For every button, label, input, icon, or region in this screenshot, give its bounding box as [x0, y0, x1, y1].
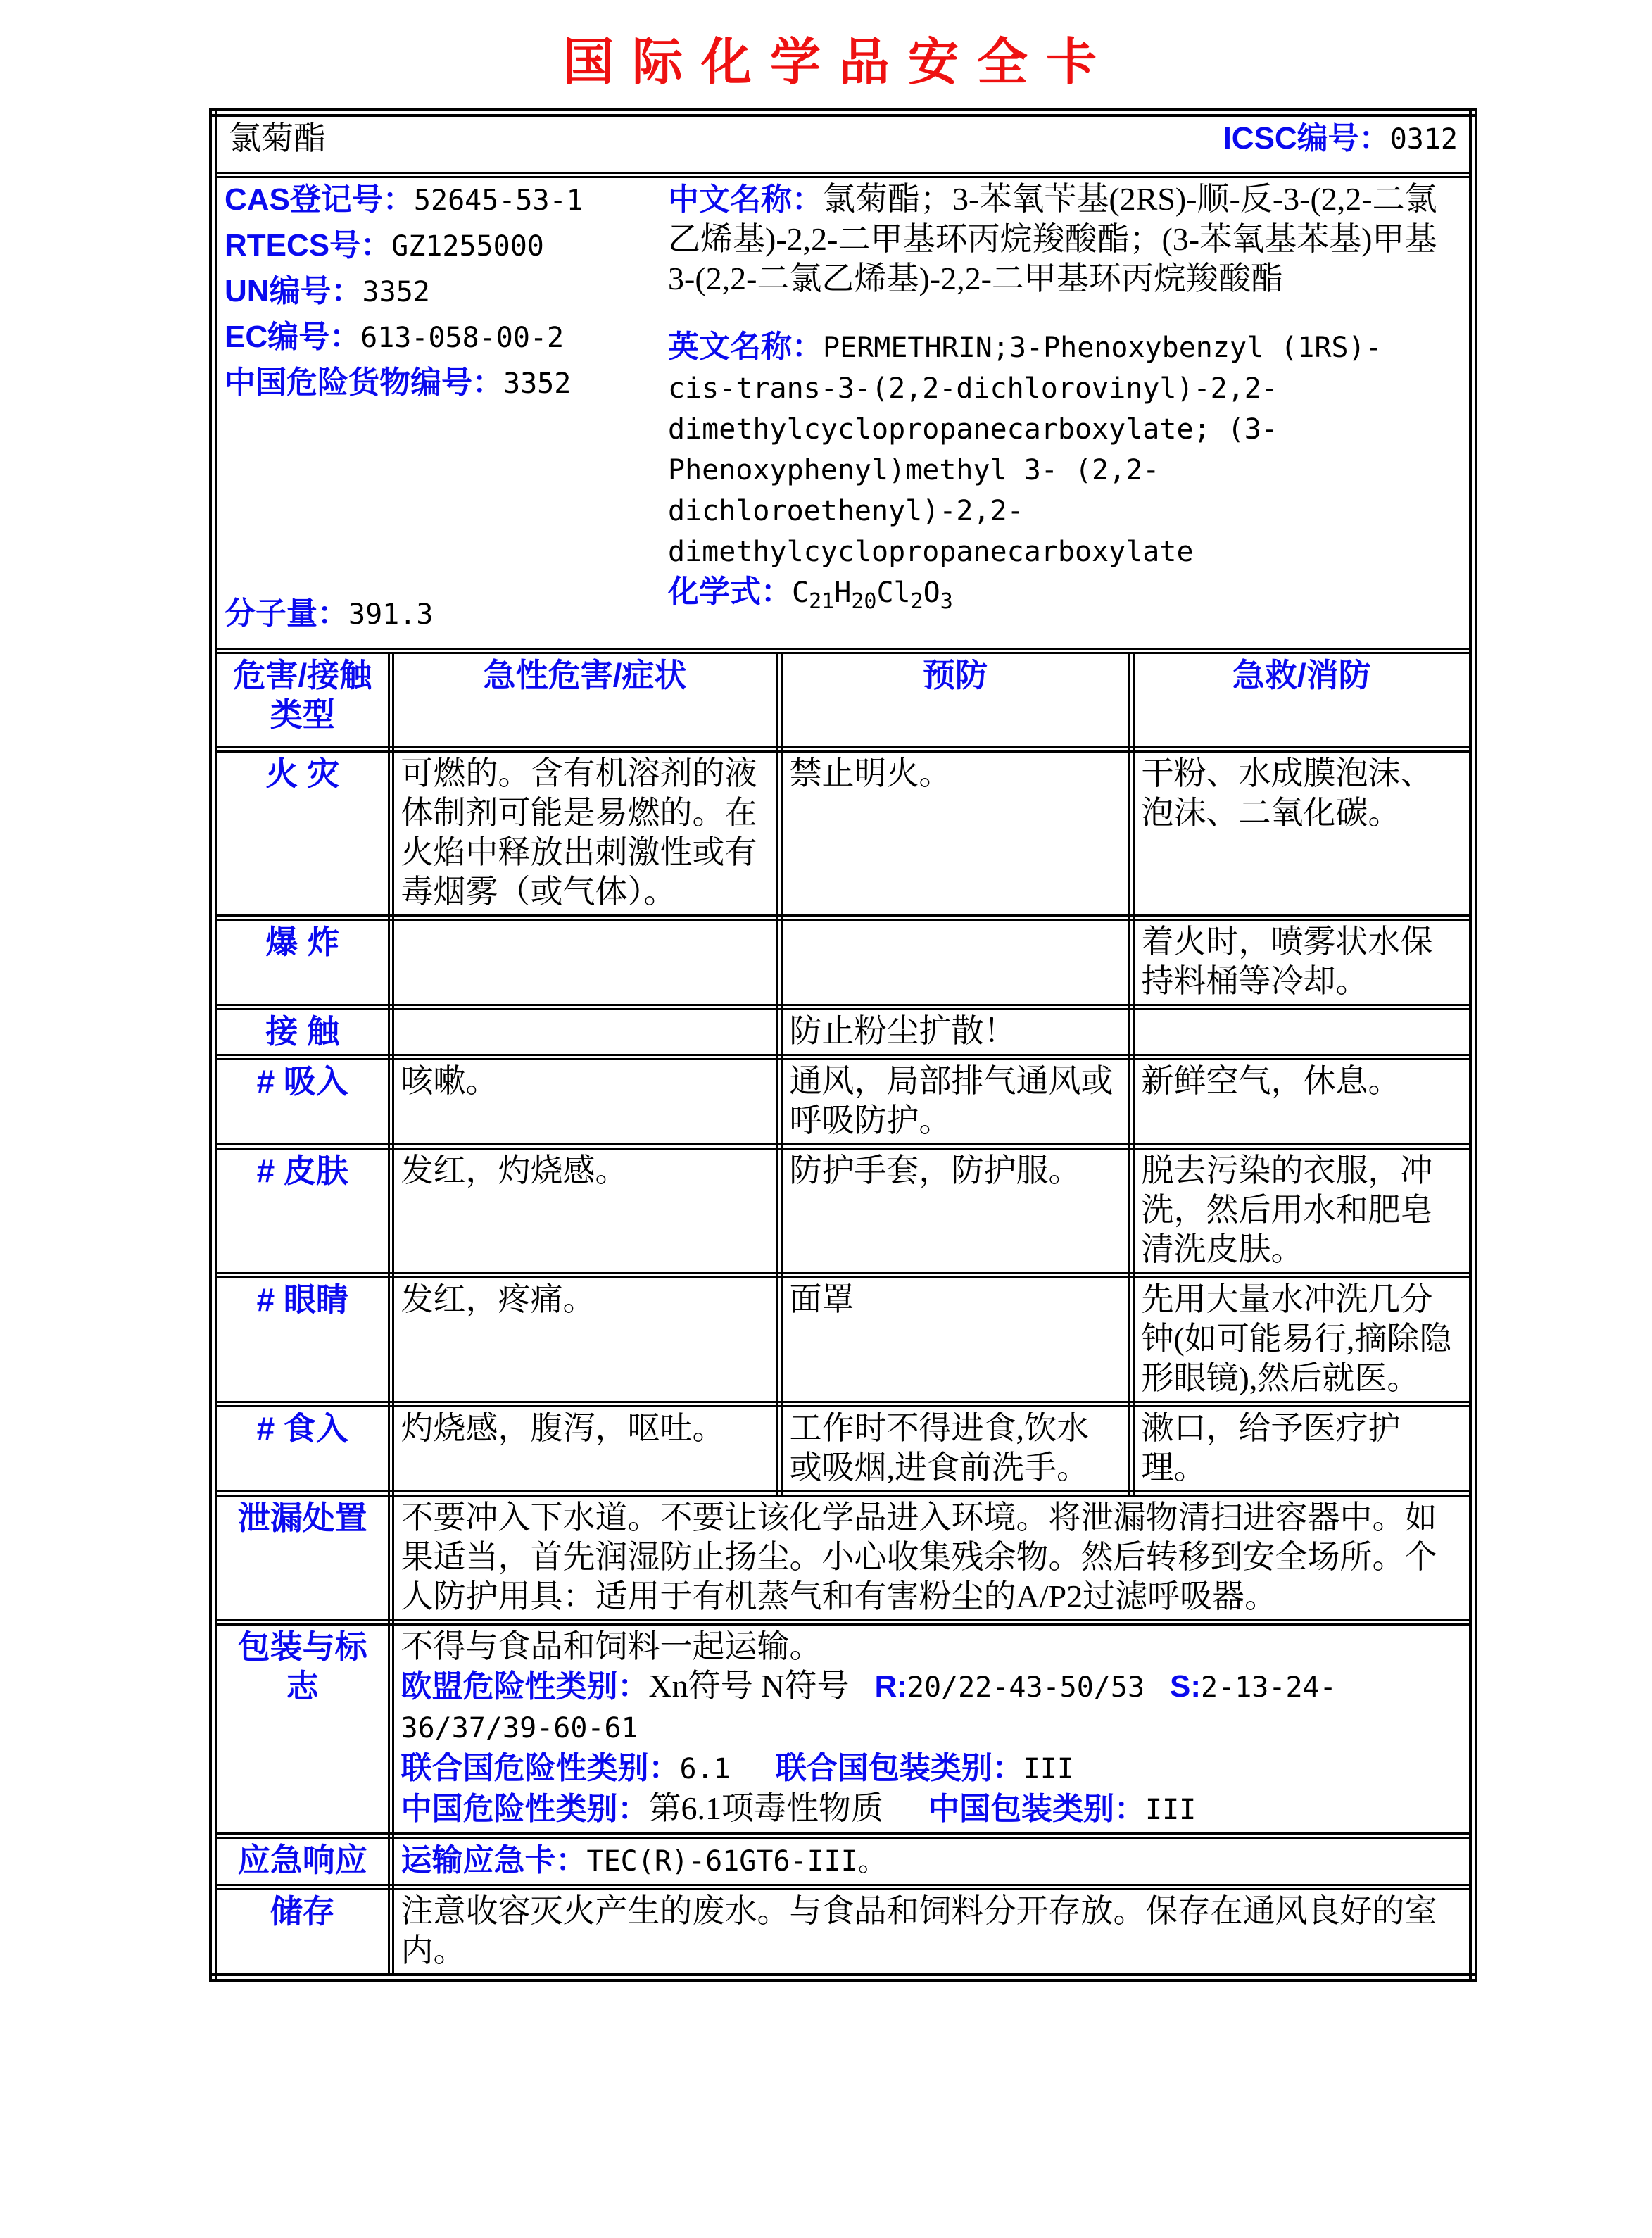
un-number-value: 3352: [362, 275, 430, 308]
hazard-row-ingestion: [213, 1404, 1473, 1493]
un-class-label: 联合国危险性类别：: [401, 1750, 680, 1785]
hazard-header-symptoms: 急性危害/症状: [391, 650, 779, 749]
safety-card-table: [209, 108, 1477, 1982]
english-name-label: 英文名称：: [668, 329, 823, 364]
ingestion-type-label: # 食入: [213, 1404, 391, 1493]
substance-header: [225, 118, 1462, 159]
packaging-un-line: [401, 1748, 1463, 1789]
substance-name: 氯菊酯: [229, 120, 326, 156]
cn-pack-label: 中国包装类别：: [928, 1791, 1145, 1826]
inhalation-symptoms: 咳嗽。: [391, 1057, 779, 1146]
formula-element: Cl: [876, 576, 911, 609]
ingestion-response: 漱口，给予医疗护理。: [1131, 1404, 1473, 1493]
formula-subscript: 3: [940, 589, 953, 614]
rtecs-number-label: RTECS号：: [225, 227, 392, 263]
formula-subscript: 21: [809, 589, 835, 614]
eyes-symptoms: 发红，疼痛。: [391, 1275, 779, 1404]
eu-class-label: 欧盟危险性类别：: [401, 1668, 649, 1704]
packaging-cell: [391, 1622, 1473, 1835]
china-dg-number-label: 中国危险货物编号：: [225, 365, 503, 400]
cas-number-label: CAS登记号：: [225, 182, 414, 217]
eyes-type-label: # 眼睛: [213, 1275, 391, 1404]
un-pack-value: III: [1023, 1752, 1074, 1785]
packaging-cn-line: [401, 1789, 1463, 1830]
molecular-weight-line: [225, 593, 668, 634]
eu-class-value: Xn符号 N符号: [648, 1667, 850, 1704]
molecular-weight-value: 391.3: [348, 598, 434, 631]
packaging-row: [213, 1622, 1473, 1835]
hazard-header-prevention: 预防: [779, 650, 1131, 749]
fire-symptoms: 可燃的。含有机溶剂的液体制剂可能是易燃的。在火焰中释放出刺激性或有毒烟雾（或气体）。: [391, 749, 779, 917]
eyes-prevention: 面罩: [779, 1275, 1131, 1404]
spill-text: 不要冲入下水道。不要让该化学品进入环境。将泄漏物清扫进容器中。如果适当，首先润湿防止扬尘。小心收集残余物。然后转移到安全场所。个人防护用具：适用于有机蒸气和有害粉尘的A/P2过滤呼吸器。: [391, 1493, 1473, 1622]
icsc-number-value: 0312: [1389, 123, 1458, 156]
formula-element: H: [834, 576, 852, 609]
skin-type-label: # 皮肤: [213, 1146, 391, 1275]
inhalation-response: 新鲜空气，休息。: [1131, 1057, 1473, 1146]
inhalation-type-label: # 吸入: [213, 1057, 391, 1146]
exposure-prevention: 防止粉尘扩散！: [779, 1007, 1131, 1057]
fire-response: 干粉、水成膜泡沫、泡沫、二氧化碳。: [1131, 749, 1473, 917]
english-name-value: PERMETHRIN;3-Phenoxybenzyl (1RS)-cis-trans-3-(2,2-dichlorovinyl)-2,2-dimethylcyclopropanecarboxylate; (3-Phenoxyphenyl)methyl 3- (2,2-dichloroethenyl)-2,2-dimethylcyclopropanecarboxylate: [668, 331, 1382, 568]
s-phrases-label: S:: [1170, 1668, 1202, 1704]
hazard-row-explosion: [213, 917, 1473, 1007]
icsc-number-label: ICSC编号：: [1223, 121, 1390, 156]
ec-number-label: EC编号：: [225, 319, 361, 354]
hazard-row-exposure: [213, 1007, 1473, 1057]
formula-subscript: 20: [851, 589, 877, 614]
cn-class-value: 第6.1项毒性物质: [648, 1790, 883, 1826]
transport-card-value: TEC(R)-61GT6-III。: [586, 1844, 886, 1878]
explosion-prevention: [779, 917, 1131, 1007]
cn-class-label: 中国危险性类别：: [401, 1791, 649, 1826]
inhalation-prevention: 通风，局部排气通风或呼吸防护。: [779, 1057, 1131, 1146]
storage-text: 注意收容灭火产生的废水。与食品和饲料分开存放。保存在通风良好的室内。: [391, 1887, 1473, 1978]
hazard-row-fire: [213, 749, 1473, 917]
chemical-formula-line: [668, 572, 1462, 612]
explosion-response: 着火时，喷雾状水保持料桶等冷却。: [1131, 917, 1473, 1007]
hazard-header-type-line1: 危害/接触: [233, 656, 372, 693]
chinese-name-value: 氯菊酯；3-苯氧苄基(2RS)-顺-反-3-(2,2-二氯乙烯基)-2,2-二甲基环丙烷羧酸酯；(3-苯氧基苯基)甲基3-(2,2-二氯乙烯基)-2,2-二甲基环丙烷羧酸酯: [668, 180, 1437, 296]
eyes-response: 先用大量水冲洗几分钟(如可能易行,摘除隐形眼镜),然后就医。: [1131, 1275, 1473, 1404]
packaging-transport-note: 不得与食品和饲料一起运输。: [401, 1628, 822, 1664]
identification-cell: [213, 175, 1473, 650]
formula-subscript: 2: [910, 589, 923, 614]
cas-number-value: 52645-53-1: [413, 184, 584, 217]
un-pack-label: 联合国包装类别：: [775, 1750, 1023, 1785]
un-class-value: 6.1: [679, 1752, 731, 1785]
packaging-eu-line: [401, 1666, 1463, 1748]
un-number-line: [225, 271, 668, 312]
substance-header-cell: [213, 113, 1473, 175]
fire-type-label: 火 灾: [213, 749, 391, 917]
fire-prevention: 禁止明火。: [779, 749, 1131, 917]
identification-layout: [225, 180, 1462, 634]
cas-number-line: [225, 180, 668, 220]
hazard-header-type: [213, 650, 391, 749]
ec-number-value: 613-058-00-2: [360, 321, 565, 354]
s-phrases-value: 2-13-24-36/37/39-60-61: [401, 1671, 1337, 1744]
hazard-row-inhalation: [213, 1057, 1473, 1146]
molecular-weight-label: 分子量：: [225, 596, 348, 631]
rtecs-number-value: GZ1255000: [391, 230, 544, 263]
exposure-symptoms: [391, 1007, 779, 1057]
formula-element: C: [792, 576, 809, 609]
chinese-name-label: 中文名称：: [668, 182, 823, 217]
explosion-type-label: 爆 炸: [213, 917, 391, 1007]
emergency-row: [213, 1835, 1473, 1887]
transport-card-label: 运输应急卡：: [401, 1842, 587, 1878]
storage-type-label: 储存: [213, 1887, 391, 1978]
rtecs-number-line: [225, 225, 668, 266]
chemical-formula-label: 化学式：: [668, 574, 792, 609]
skin-symptoms: 发红，灼烧感。: [391, 1146, 779, 1275]
chemical-formula: [792, 576, 953, 614]
skin-prevention: 防护手套，防护服。: [779, 1146, 1131, 1275]
r-phrases-value: 20/22-43-50/53: [907, 1671, 1145, 1704]
china-dg-number-value: 3352: [503, 367, 572, 400]
emergency-cell: [391, 1835, 1473, 1887]
skin-response: 脱去污染的衣服，冲洗，然后用水和肥皂清洗皮肤。: [1131, 1146, 1473, 1275]
chemical-names: [668, 180, 1462, 634]
explosion-symptoms: [391, 917, 779, 1007]
exposure-response: [1131, 1007, 1473, 1057]
spill-row: [213, 1493, 1473, 1622]
english-name-block: [668, 327, 1428, 572]
cn-pack-value: III: [1145, 1793, 1197, 1826]
emergency-type-label: 应急响应: [213, 1835, 391, 1887]
hazard-row-skin: [213, 1146, 1473, 1275]
page-title: 国际化学品安全卡: [562, 34, 1115, 91]
china-dg-number-line: [225, 363, 668, 403]
substance-header-row: [213, 113, 1473, 175]
r-phrases-label: R:: [874, 1668, 907, 1704]
identification-row: [213, 175, 1473, 650]
storage-row: [213, 1887, 1473, 1978]
registry-numbers: [225, 180, 668, 634]
ingestion-prevention: 工作时不得进食,饮水或吸烟,进食前洗手。: [779, 1404, 1131, 1493]
hazard-row-eyes: [213, 1275, 1473, 1404]
hazard-header-row: [213, 650, 1473, 749]
formula-element: O: [923, 576, 940, 609]
hazard-header-response: 急救/消防: [1131, 650, 1473, 749]
un-number-label: UN编号：: [225, 273, 362, 308]
exposure-type-label: 接 触: [213, 1007, 391, 1057]
chinese-name-block: [668, 180, 1462, 298]
spill-type-label: 泄漏处置: [213, 1493, 391, 1622]
ingestion-symptoms: 灼烧感，腹泻，呕吐。: [391, 1404, 779, 1493]
hazard-header-type-line2: 类型: [270, 696, 335, 733]
packaging-type-label: 包装与标志: [213, 1622, 391, 1835]
icsc-number-group: [1223, 118, 1458, 159]
ec-number-line: [225, 317, 668, 358]
